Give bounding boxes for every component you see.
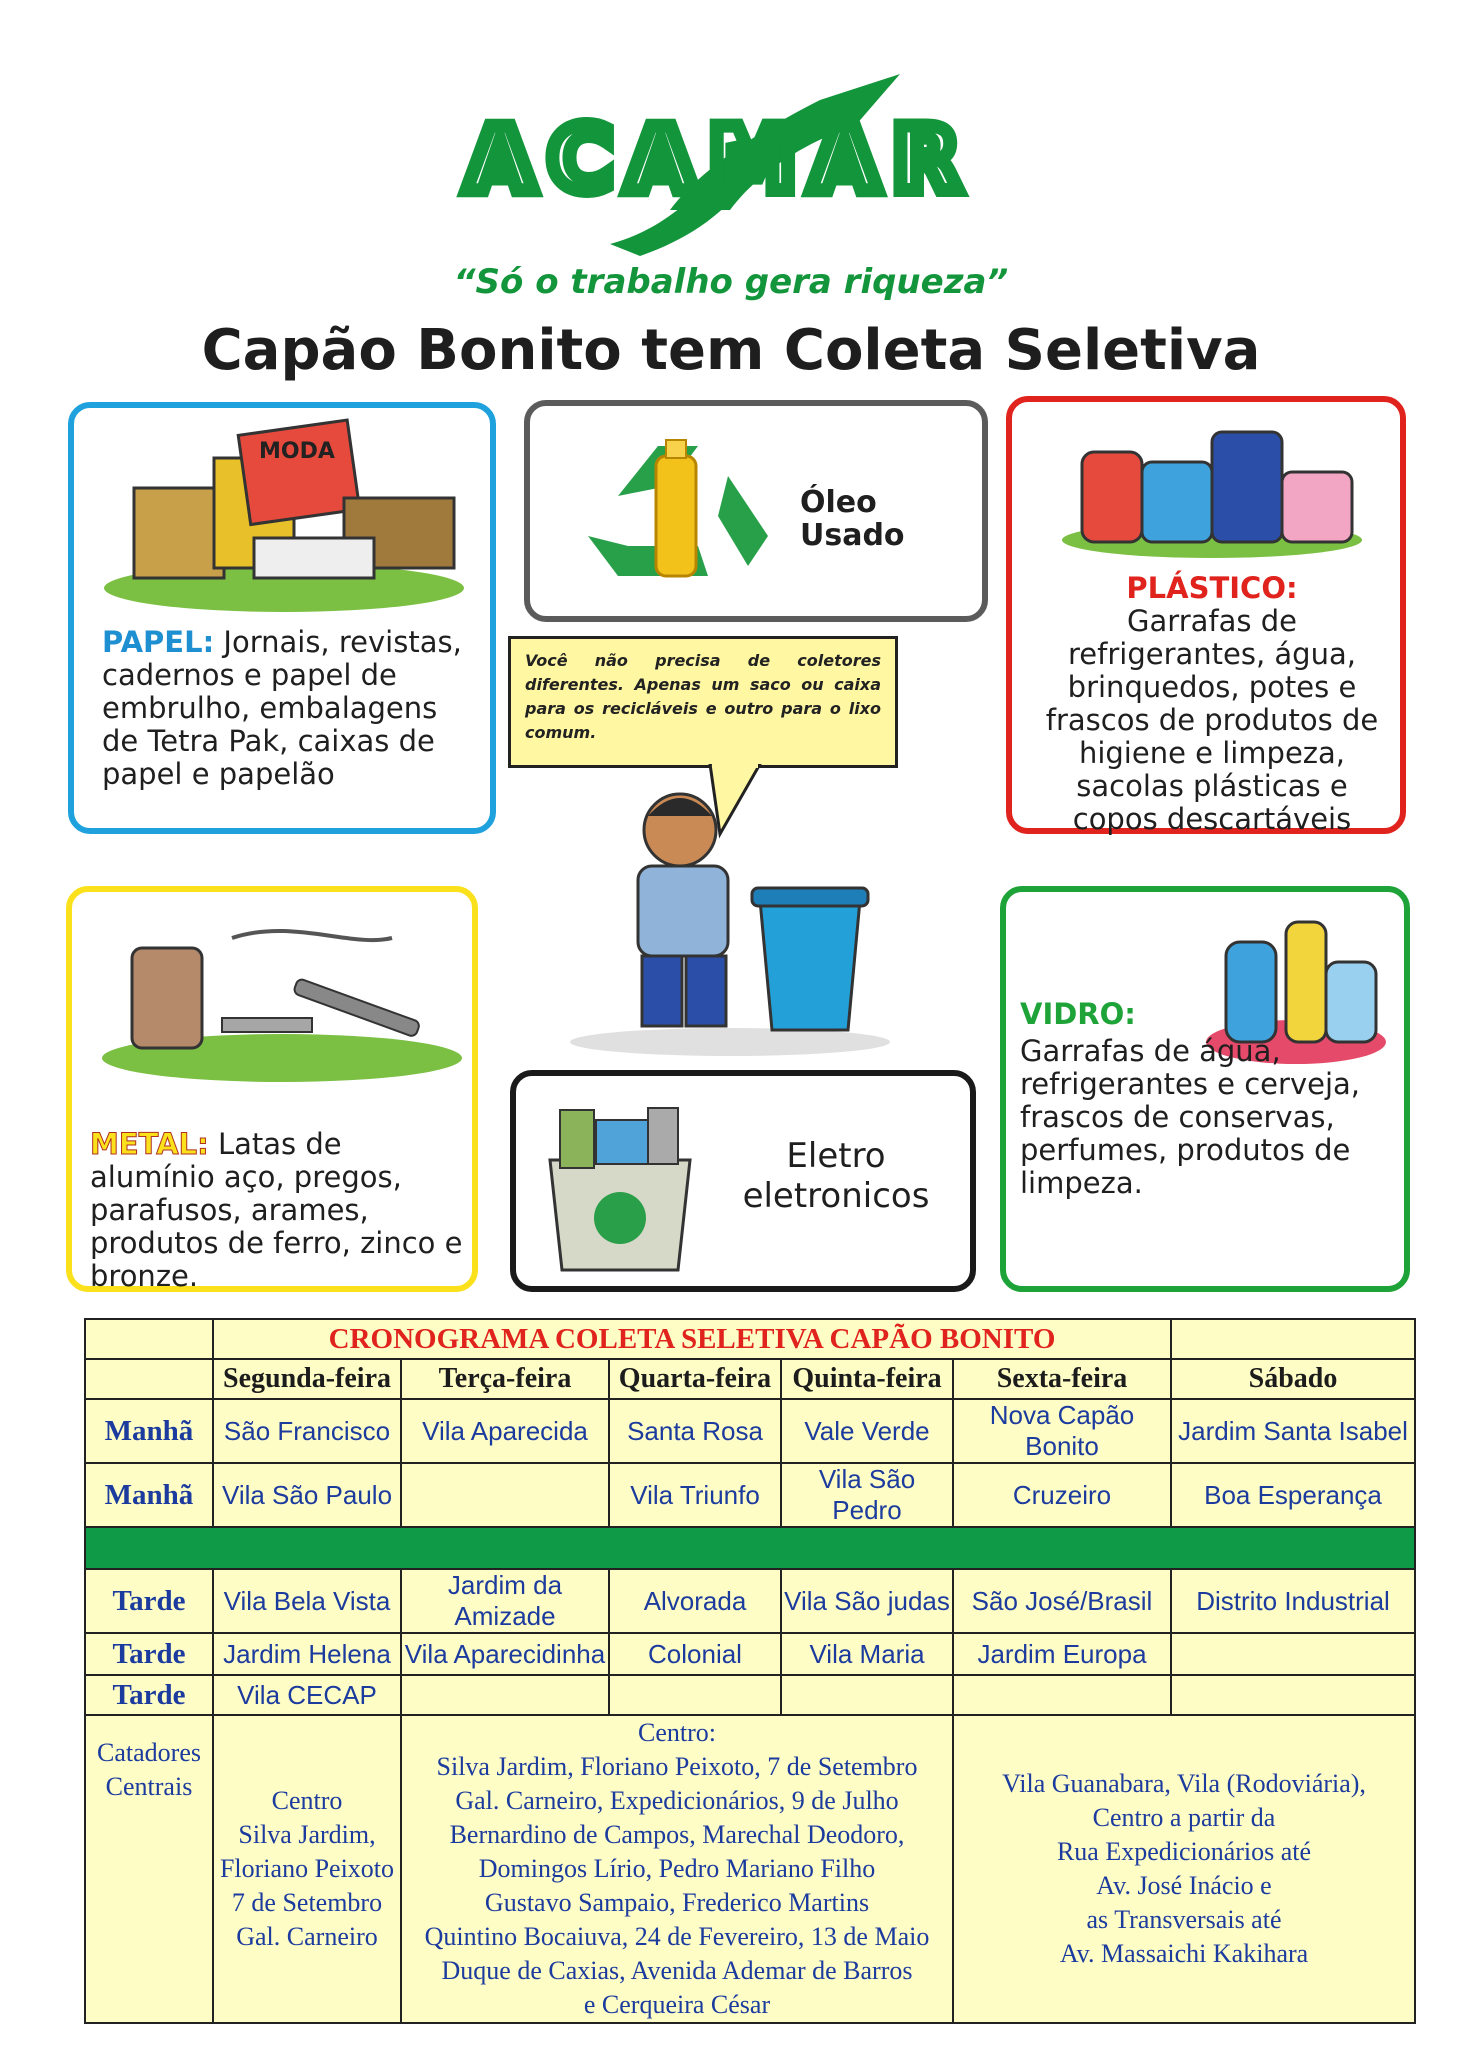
table-cell: Jardim Helena <box>213 1633 401 1675</box>
period-label: Manhã <box>85 1399 213 1463</box>
catadores-col1: Centro Silva Jardim, Floriano Peixoto 7 de Setembro Gal. Carneiro <box>213 1715 401 2023</box>
electronics-bin-icon <box>530 1090 710 1280</box>
vidro-label: VIDRO: <box>1020 997 1136 1031</box>
table-cell: Vila Aparecida <box>401 1399 609 1463</box>
table-row <box>85 1569 1415 1633</box>
table-cell: São José/Brasil <box>953 1569 1171 1633</box>
table-row <box>85 1633 1415 1675</box>
day-header: Terça-feira <box>401 1359 609 1399</box>
table-cell: Jardim da Amizade <box>401 1569 609 1633</box>
table-cell <box>609 1675 781 1715</box>
acamar-logo <box>340 60 1100 260</box>
metal-label: METAL: <box>90 1127 209 1161</box>
table-cell <box>1171 1675 1415 1715</box>
table-cell <box>401 1675 609 1715</box>
table-row <box>85 1675 1415 1715</box>
card-vidro <box>1000 886 1410 1292</box>
day-header: Quarta-feira <box>609 1359 781 1399</box>
period-label: Tarde <box>85 1633 213 1675</box>
period-label: Tarde <box>85 1675 213 1715</box>
svg-text:MODA: MODA <box>259 439 335 464</box>
table-cell: Vila Triunfo <box>609 1463 781 1527</box>
papel-label: PAPEL: <box>102 625 215 659</box>
plastico-label: PLÁSTICO: <box>1126 571 1298 605</box>
day-header: Quinta-feira <box>781 1359 953 1399</box>
period-label: Manhã <box>85 1463 213 1527</box>
eletro-label: Eletro eletronicos <box>742 1136 930 1216</box>
card-oleo <box>524 400 988 622</box>
table-cell: Vila São Pedro <box>781 1463 953 1527</box>
paper-illustration-icon <box>94 418 474 618</box>
card-papel <box>68 402 496 834</box>
man-with-bin-icon <box>560 780 900 1060</box>
table-cell: Vila São judas <box>781 1569 953 1633</box>
days-row <box>85 1359 1415 1399</box>
day-header: Segunda-feira <box>213 1359 401 1399</box>
table-cell: Alvorada <box>609 1569 781 1633</box>
catadores-row <box>85 1715 1415 2023</box>
divider-row <box>85 1527 1415 1569</box>
table-cell: Vila Maria <box>781 1633 953 1675</box>
table-cell: Vila São Paulo <box>213 1463 401 1527</box>
day-header: Sexta-feira <box>953 1359 1171 1399</box>
table-cell: Vale Verde <box>781 1399 953 1463</box>
table-cell <box>953 1675 1171 1715</box>
card-metal <box>66 886 478 1292</box>
oleo-label: Óleo Usado <box>800 485 905 553</box>
catadores-col3: Vila Guanabara, Vila (Rodoviária), Centro a partir da Rua Expedicionários até Av. José Inácio e as Transversais até Av. Massaichi Kakihara <box>953 1715 1415 2023</box>
catadores-col2: Centro: Silva Jardim, Floriano Peixoto, 7 de Setembro Gal. Carneiro, Expedicionários, 9 de Julho Bernardino de Campos, Marechal Deodoro, Domingos Lírio, Pedro Mariano Filho Gustavo Sampaio, Frederico Martins Quintino Bocaiuva, 24 de Fevereiro, 13 de Maio Duque de Caxias, Avenida Ademar de Barros e Cerqueira César <box>401 1715 953 2023</box>
period-label: Tarde <box>85 1569 213 1633</box>
brand-name: ACAMAR <box>465 108 975 211</box>
day-header: Sábado <box>1171 1359 1415 1399</box>
vidro-text: Garrafas de água, refrigerantes e cerveja, frascos de conservas, perfumes, produtos de limpeza. <box>1020 1034 1360 1200</box>
metal-illustration-icon <box>92 908 472 1088</box>
speech-bubble: Você não precisa de coletores diferentes. Apenas um saco ou caixa para os recicláveis e outro para o lixo comum. <box>508 636 898 768</box>
catadores-label: Catadores Centrais <box>85 1715 213 2023</box>
table-row <box>85 1463 1415 1527</box>
schedule-title: CRONOGRAMA COLETA SELETIVA CAPÃO BONITO <box>213 1319 1171 1359</box>
table-cell: Boa Esperança <box>1171 1463 1415 1527</box>
table-cell: Vila CECAP <box>213 1675 401 1715</box>
table-cell: Jardim Europa <box>953 1633 1171 1675</box>
table-cell <box>781 1675 953 1715</box>
table-cell: Vila Aparecidinha <box>401 1633 609 1675</box>
table-row <box>85 1399 1415 1463</box>
plastico-text: Garrafas de refrigerantes, água, brinquedos, potes e frascos de produtos de higiene e limpeza, sacolas plásticas e copos descartáveis <box>1045 604 1379 836</box>
schedule-table <box>84 1318 1416 2024</box>
recycle-oil-icon <box>558 426 788 606</box>
metal-text: Latas de alumínio aço, pregos, parafusos, arames, produtos de ferro, zinco e bronze. <box>90 1127 463 1293</box>
page-title: Capão Bonito tem Coleta Seletiva <box>201 318 1261 383</box>
plastic-illustration-icon <box>1052 412 1372 562</box>
table-cell: Distrito Industrial <box>1171 1569 1415 1633</box>
slogan: “Só o trabalho gera riqueza” <box>453 262 1009 302</box>
table-cell: Nova Capão Bonito <box>953 1399 1171 1463</box>
card-plastico <box>1006 396 1406 834</box>
table-cell <box>1171 1633 1415 1675</box>
card-eletro <box>510 1070 976 1292</box>
papel-text: Jornais, revistas, cadernos e papel de embrulho, embalagens de Tetra Pak, caixas de papel e papelão <box>102 625 462 791</box>
table-cell: Santa Rosa <box>609 1399 781 1463</box>
table-cell: Jardim Santa Isabel <box>1171 1399 1415 1463</box>
table-cell: Cruzeiro <box>953 1463 1171 1527</box>
table-cell: Colonial <box>609 1633 781 1675</box>
table-cell: Vila Bela Vista <box>213 1569 401 1633</box>
table-cell <box>401 1463 609 1527</box>
table-cell: São Francisco <box>213 1399 401 1463</box>
